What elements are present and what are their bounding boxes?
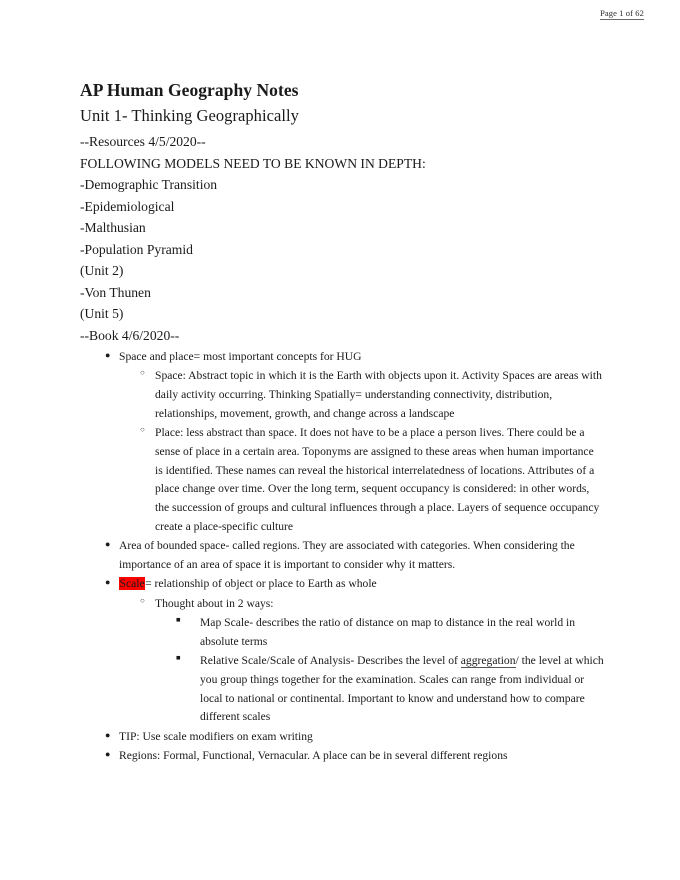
bullet-circle-icon — [140, 424, 154, 437]
bullet-circle-icon — [140, 595, 154, 608]
list-item — [176, 614, 604, 652]
list-item — [140, 424, 604, 537]
list-item-text: Regions: Formal, Functional, Vernacular. A place can be in several different regions — [119, 748, 508, 762]
list-item-text — [200, 652, 604, 727]
page-number-header: Page 1 of 62 — [600, 8, 644, 20]
plain-line-group — [80, 131, 604, 346]
list-item — [176, 652, 604, 727]
document-subtitle: Unit 1- Thinking Geographically — [80, 106, 299, 126]
bullet-disc-icon — [105, 728, 119, 743]
list-item-scale — [105, 575, 604, 594]
list-item-text-part: / the level at which you group things together for the examination. Scales can range from individual or local to national or continental. Important to know and understand how to compare different scales — [200, 653, 604, 724]
list-item — [105, 537, 604, 575]
list-item — [140, 595, 604, 614]
spellcheck-underlined-word: aggregation — [460, 653, 516, 667]
document-title: AP Human Geography Notes — [80, 80, 299, 100]
plain-line: -Malthusian — [80, 220, 146, 236]
highlighted-term: Scale — [119, 577, 145, 591]
document-body — [80, 78, 604, 766]
list-item-text: Space: Abstract topic in which it is the Earth with objects upon it. Activity Spaces are areas with daily activity occurring. Thinking Spatially= understanding connectivity, distribution, relationships, movement, growth, and change across a landscape — [155, 369, 602, 420]
plain-line: --Resources 4/5/2020-- — [80, 134, 206, 150]
list-item-text — [119, 575, 604, 594]
plain-line: -Population Pyramid — [80, 241, 193, 257]
list-item-text: Map Scale- describes the ratio of distance on map to distance in the real world in absolute terms — [200, 615, 576, 648]
plain-line: --Book 4/6/2020-- — [80, 327, 180, 343]
list-item — [140, 367, 604, 423]
list-item-text-part: Relative Scale/Scale of Analysis- Describes the level of — [200, 653, 461, 667]
list-item — [105, 747, 604, 766]
list-item-text: Thought about in 2 ways: — [155, 596, 274, 610]
list-item-text: TIP: Use scale modifiers on exam writing — [119, 729, 313, 743]
list-item-text: Area of bounded space- called regions. They are associated with categories. When considering the importance of an area of space it is important to consider why it matters. — [119, 539, 575, 572]
plain-line: -Demographic Transition — [80, 177, 218, 193]
bullet-disc-icon — [105, 747, 119, 762]
list-item — [105, 728, 604, 747]
bullet-disc-icon — [105, 537, 119, 552]
list-item — [105, 348, 604, 367]
outline-list — [80, 348, 604, 766]
list-item-text: Place: less abstract than space. It does not have to be a place a person lives. There could be a sense of place in a certain area. Toponyms are assigned to these areas when human importance is identified. These names can reveal the historical interrelatedness of locations. Attributes of a place change over time. Over the long term, sequent occupancy is considered: in other words, the succession of groups and cultural influences through a place. Layers of sequence occupancy create a place-specific culture — [155, 426, 600, 534]
bullet-circle-icon — [140, 367, 154, 380]
plain-line: (Unit 2) — [80, 263, 124, 279]
plain-line: (Unit 5) — [80, 306, 124, 322]
bullet-square-icon — [176, 652, 190, 664]
bullet-disc-icon — [105, 575, 119, 590]
bullet-disc-icon — [105, 348, 119, 363]
bullet-square-icon — [176, 614, 190, 626]
list-item-text-rest: = relationship of object or place to Earth as whole — [145, 577, 377, 591]
plain-line: -Epidemiological — [80, 198, 175, 214]
plain-line: -Von Thunen — [80, 284, 151, 300]
list-item-text: Space and place= most important concepts for HUG — [119, 349, 362, 363]
plain-line: FOLLOWING MODELS NEED TO BE KNOWN IN DEPTH: — [80, 155, 426, 171]
